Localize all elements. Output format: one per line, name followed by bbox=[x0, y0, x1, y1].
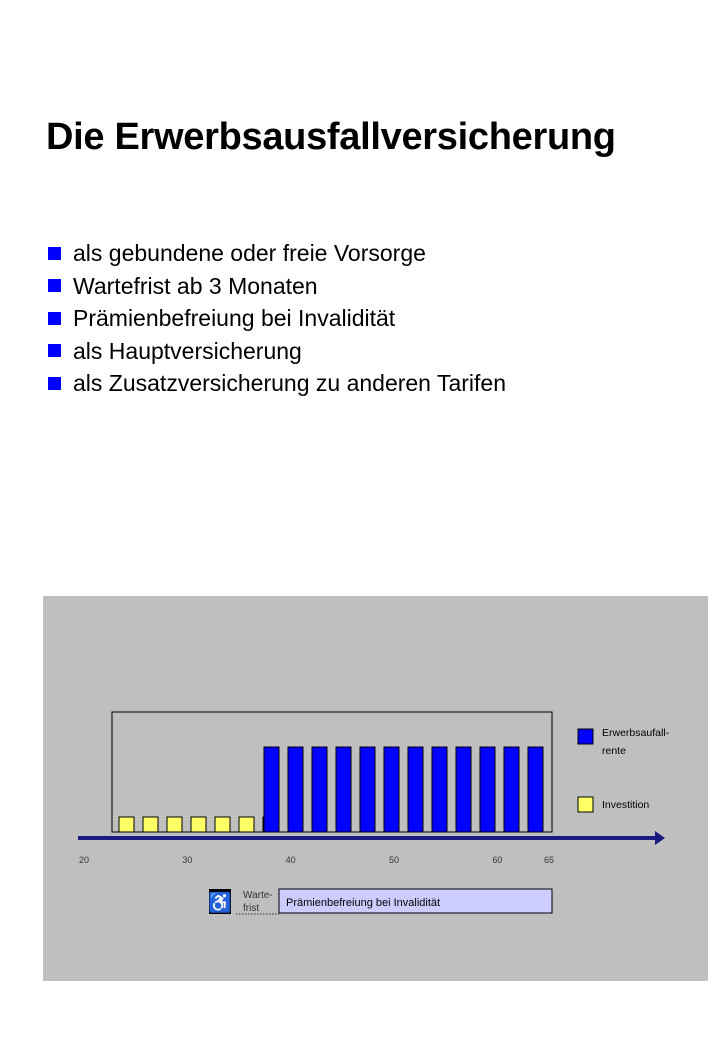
rente-bar bbox=[288, 747, 303, 832]
rente-bar bbox=[528, 747, 543, 832]
legend-rente-label-1: Erwerbsaufall- bbox=[602, 727, 670, 739]
bullet-text: als Hauptversicherung bbox=[73, 337, 302, 364]
legend-rente-label-2: rente bbox=[602, 745, 626, 757]
rente-bar bbox=[384, 747, 399, 832]
insurance-diagram bbox=[43, 596, 708, 981]
age-tick-label: 40 bbox=[285, 855, 296, 865]
rente-bar bbox=[456, 747, 471, 832]
rente-bar bbox=[360, 747, 375, 832]
investition-bar bbox=[119, 817, 134, 832]
investition-bar bbox=[143, 817, 158, 832]
bullet-list bbox=[48, 237, 506, 400]
bullet-square-icon bbox=[48, 279, 61, 292]
rente-bar bbox=[504, 747, 519, 832]
wartefrist-label-1: Warte- bbox=[243, 890, 273, 901]
legend-investition-swatch bbox=[578, 797, 593, 812]
bullet-item bbox=[48, 335, 506, 368]
bullet-item bbox=[48, 302, 506, 335]
bullet-square-icon bbox=[48, 377, 61, 390]
slide-title: Die Erwerbsausfallversicherung bbox=[46, 116, 616, 158]
bars-group bbox=[119, 747, 543, 832]
rente-bar bbox=[336, 747, 351, 832]
age-tick-label: 65 bbox=[543, 855, 555, 865]
age-axis-arrowhead-icon bbox=[655, 831, 665, 845]
wheelchair-glyph: ♿ bbox=[208, 893, 232, 914]
investition-bar bbox=[215, 817, 230, 832]
bullet-square-icon bbox=[48, 312, 61, 325]
investition-bar bbox=[239, 817, 254, 832]
age-tick-label: 20 bbox=[78, 855, 90, 865]
investition-bar bbox=[191, 817, 206, 832]
bullet-item bbox=[48, 367, 506, 400]
legend-rente-swatch bbox=[578, 729, 593, 744]
wartefrist-label-2: frist bbox=[243, 903, 260, 914]
praemienbefreiung-label: Prämienbefreiung bei Invalidität bbox=[286, 897, 441, 909]
age-tick-labels bbox=[79, 855, 554, 865]
age-tick-label: 60 bbox=[492, 855, 503, 865]
bullet-item bbox=[48, 270, 506, 303]
rente-bar bbox=[408, 747, 423, 832]
bullet-item bbox=[48, 237, 506, 270]
bullet-text: Wartefrist ab 3 Monaten bbox=[73, 272, 318, 299]
rente-bar bbox=[312, 747, 327, 832]
age-tick-label: 50 bbox=[388, 855, 400, 865]
bullet-text: als Zusatzversicherung zu anderen Tarifen bbox=[73, 370, 506, 397]
rente-bar bbox=[432, 747, 447, 832]
bullet-square-icon bbox=[48, 247, 61, 260]
age-tick-label: 30 bbox=[182, 855, 193, 865]
bullet-text: als gebundene oder freie Vorsorge bbox=[73, 240, 426, 267]
legend-investition-label: Investition bbox=[602, 799, 650, 811]
rente-bar bbox=[264, 747, 279, 832]
insurance-diagram-svg bbox=[43, 596, 708, 981]
investition-bar bbox=[167, 817, 182, 832]
bullet-square-icon bbox=[48, 344, 61, 357]
rente-bar bbox=[480, 747, 495, 832]
bullet-text: Prämienbefreiung bei Invalidität bbox=[73, 305, 396, 332]
